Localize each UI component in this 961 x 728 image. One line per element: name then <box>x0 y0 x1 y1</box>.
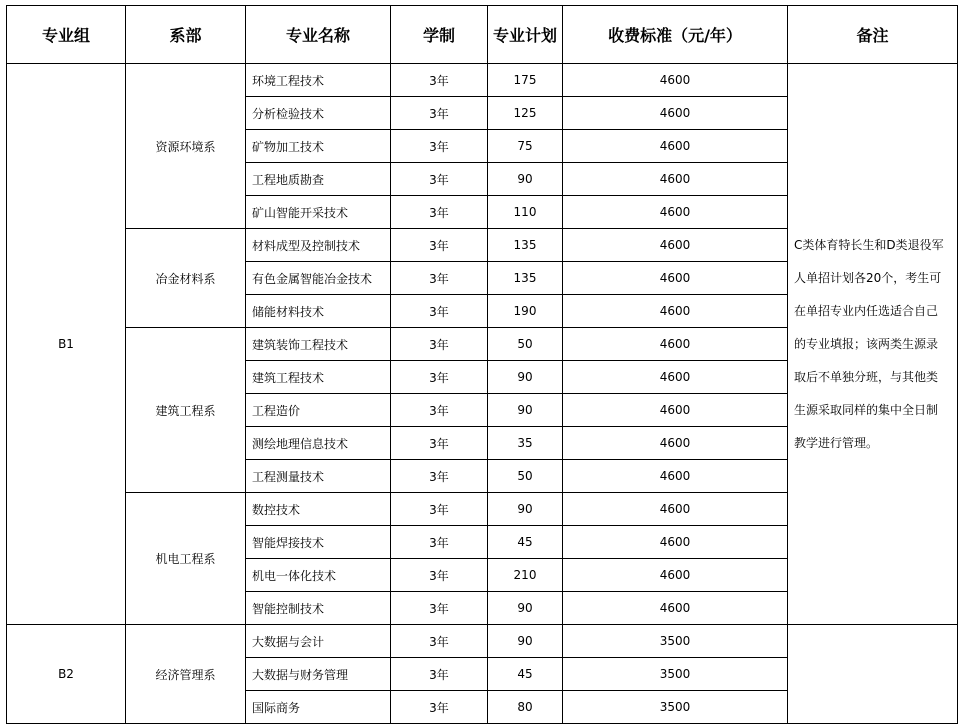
duration-cell: 3年 <box>391 229 488 262</box>
fee-cell: 4600 <box>563 526 788 559</box>
table-row <box>7 625 958 658</box>
fee-cell: 3500 <box>563 658 788 691</box>
plan-count-cell: 50 <box>488 328 563 361</box>
fee-cell: 4600 <box>563 460 788 493</box>
major-name-cell: 智能控制技术 <box>246 592 391 625</box>
plan-count-cell: 210 <box>488 559 563 592</box>
department-cell: 冶金材料系 <box>126 229 246 328</box>
plan-count-cell: 90 <box>488 592 563 625</box>
plan-count-cell: 90 <box>488 625 563 658</box>
plan-count-cell: 35 <box>488 427 563 460</box>
duration-cell: 3年 <box>391 460 488 493</box>
major-name-cell: 智能焊接技术 <box>246 526 391 559</box>
duration-cell: 3年 <box>391 262 488 295</box>
fee-cell: 3500 <box>563 691 788 724</box>
duration-cell: 3年 <box>391 394 488 427</box>
major-name-cell: 环境工程技术 <box>246 64 391 97</box>
major-name-cell: 大数据与会计 <box>246 625 391 658</box>
duration-cell: 3年 <box>391 526 488 559</box>
plan-count-cell: 190 <box>488 295 563 328</box>
major-name-cell: 数控技术 <box>246 493 391 526</box>
plan-count-cell: 90 <box>488 361 563 394</box>
header-major-name: 专业名称 <box>246 6 391 64</box>
plan-count-cell: 110 <box>488 196 563 229</box>
major-name-cell: 建筑装饰工程技术 <box>246 328 391 361</box>
table-body <box>7 64 958 724</box>
plan-count-cell: 90 <box>488 163 563 196</box>
header-row <box>7 6 958 64</box>
plan-count-cell: 125 <box>488 97 563 130</box>
fee-cell: 3500 <box>563 625 788 658</box>
fee-cell: 4600 <box>563 493 788 526</box>
fee-cell: 4600 <box>563 328 788 361</box>
major-name-cell: 国际商务 <box>246 691 391 724</box>
fee-cell: 4600 <box>563 163 788 196</box>
duration-cell: 3年 <box>391 130 488 163</box>
major-name-cell: 工程测量技术 <box>246 460 391 493</box>
note-cell: C类体育特长生和D类退役军人单招计划各20个，考生可在单招专业内任选适合自己的专业填报；该两类生源录取后不单独分班，与其他类生源采取同样的集中全日制教学进行管理。 <box>788 64 958 625</box>
major-name-cell: 建筑工程技术 <box>246 361 391 394</box>
major-name-cell: 测绘地理信息技术 <box>246 427 391 460</box>
duration-cell: 3年 <box>391 64 488 97</box>
group-cell: B1 <box>7 64 126 625</box>
table-row <box>7 64 958 97</box>
duration-cell: 3年 <box>391 361 488 394</box>
duration-cell: 3年 <box>391 427 488 460</box>
header-note: 备注 <box>788 6 958 64</box>
plan-count-cell: 135 <box>488 229 563 262</box>
department-cell: 建筑工程系 <box>126 328 246 493</box>
fee-cell: 4600 <box>563 262 788 295</box>
duration-cell: 3年 <box>391 592 488 625</box>
major-name-cell: 储能材料技术 <box>246 295 391 328</box>
major-name-cell: 大数据与财务管理 <box>246 658 391 691</box>
major-name-cell: 工程地质勘查 <box>246 163 391 196</box>
fee-cell: 4600 <box>563 361 788 394</box>
major-name-cell: 有色金属智能冶金技术 <box>246 262 391 295</box>
header-duration: 学制 <box>391 6 488 64</box>
plan-count-cell: 50 <box>488 460 563 493</box>
duration-cell: 3年 <box>391 559 488 592</box>
fee-cell: 4600 <box>563 196 788 229</box>
fee-cell: 4600 <box>563 130 788 163</box>
fee-cell: 4600 <box>563 394 788 427</box>
header-fee: 收费标准（元/年） <box>563 6 788 64</box>
plan-count-cell: 80 <box>488 691 563 724</box>
major-name-cell: 机电一体化技术 <box>246 559 391 592</box>
major-name-cell: 分析检验技术 <box>246 97 391 130</box>
major-name-cell: 材料成型及控制技术 <box>246 229 391 262</box>
duration-cell: 3年 <box>391 691 488 724</box>
duration-cell: 3年 <box>391 196 488 229</box>
fee-cell: 4600 <box>563 229 788 262</box>
duration-cell: 3年 <box>391 493 488 526</box>
fee-cell: 4600 <box>563 427 788 460</box>
fee-cell: 4600 <box>563 295 788 328</box>
duration-cell: 3年 <box>391 97 488 130</box>
duration-cell: 3年 <box>391 658 488 691</box>
enrollment-plan-table <box>6 5 958 724</box>
plan-count-cell: 175 <box>488 64 563 97</box>
major-name-cell: 矿山智能开采技术 <box>246 196 391 229</box>
duration-cell: 3年 <box>391 625 488 658</box>
header-department: 系部 <box>126 6 246 64</box>
duration-cell: 3年 <box>391 163 488 196</box>
plan-count-cell: 90 <box>488 493 563 526</box>
plan-count-cell: 45 <box>488 526 563 559</box>
plan-count-cell: 45 <box>488 658 563 691</box>
department-cell: 机电工程系 <box>126 493 246 625</box>
duration-cell: 3年 <box>391 295 488 328</box>
plan-count-cell: 135 <box>488 262 563 295</box>
fee-cell: 4600 <box>563 559 788 592</box>
duration-cell: 3年 <box>391 328 488 361</box>
plan-count-cell: 75 <box>488 130 563 163</box>
major-name-cell: 工程造价 <box>246 394 391 427</box>
fee-cell: 4600 <box>563 97 788 130</box>
fee-cell: 4600 <box>563 592 788 625</box>
note-empty-cell <box>788 625 958 724</box>
header-plan: 专业计划 <box>488 6 563 64</box>
major-name-cell: 矿物加工技术 <box>246 130 391 163</box>
department-cell: 资源环境系 <box>126 64 246 229</box>
fee-cell: 4600 <box>563 64 788 97</box>
plan-count-cell: 90 <box>488 394 563 427</box>
header-group: 专业组 <box>7 6 126 64</box>
group-cell: B2 <box>7 625 126 724</box>
department-cell: 经济管理系 <box>126 625 246 724</box>
